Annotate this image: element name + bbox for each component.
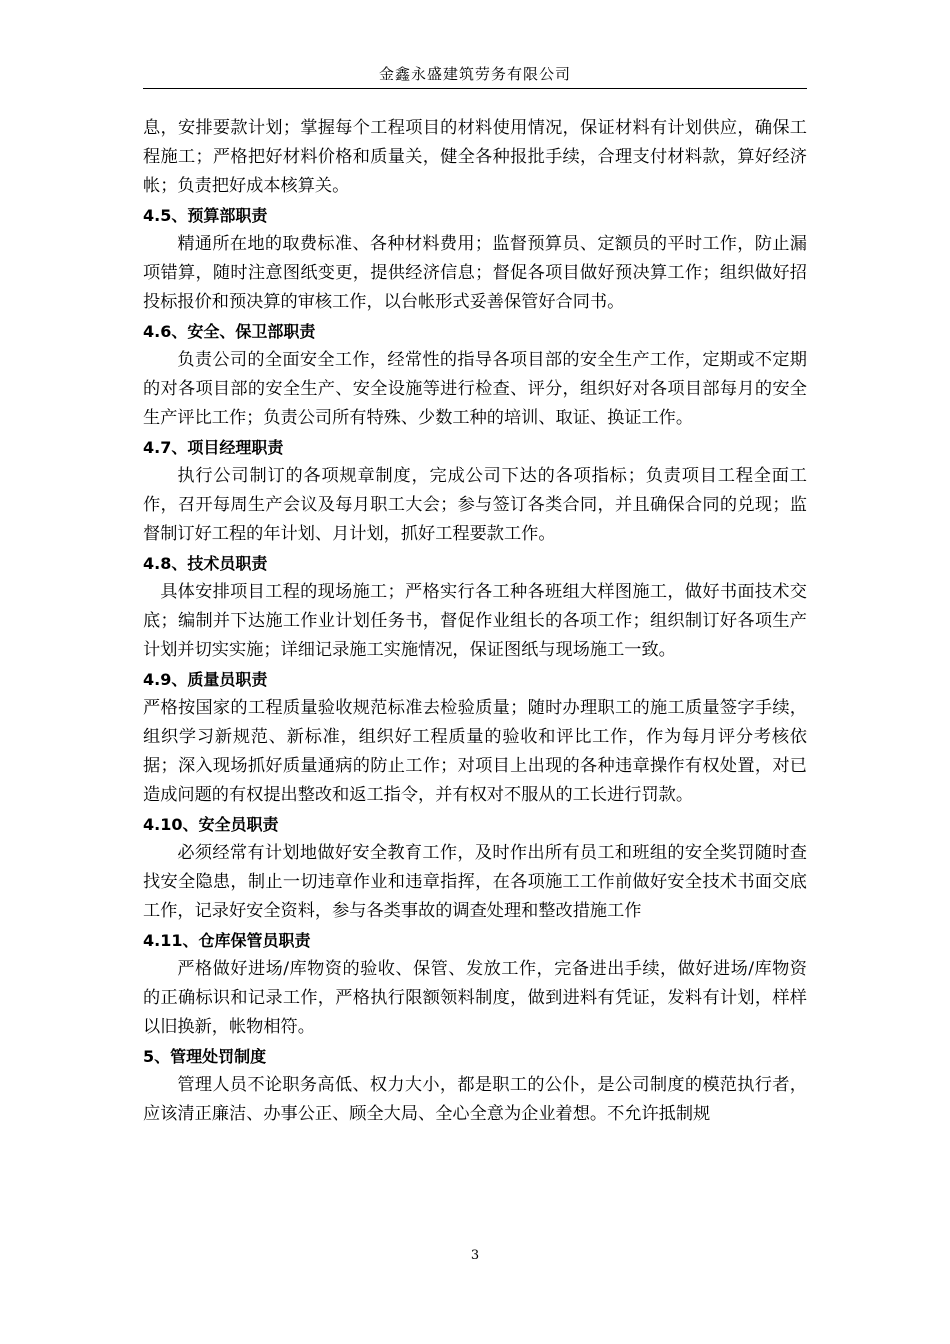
section-paragraph-4-7: 执行公司制订的各项规章制度，完成公司下达的各项指标；负责项目工程全面工作，召开每周生产会议及每月职工大会；参与签订各类合同，并且确保合同的兑现；监督制订好工程的年计划、月计划，抓好工程要款工作。 [143, 466, 807, 544]
section-paragraph-5: 管理人员不论职务高低、权力大小，都是职工的公仆，是公司制度的模范执行者，应该清正廉洁、办事公正、顾全大局、全心全意为企业着想。不允许抵制规 [143, 1075, 807, 1124]
section-heading-5: 5、管理处罚制度 [143, 1047, 267, 1066]
section-heading-4-11: 4.11、仓库保管员职责 [143, 931, 311, 950]
section-paragraph-4-8: 具体安排项目工程的现场施工；严格实行各工种各班组大样图施工，做好书面技术交底；编制并下达施工作业计划任务书，督促作业组长的各项工作；组织制订好各项生产计划并切实实施；详细记录施工实施情况，保证图纸与现场施工一致。 [143, 582, 807, 660]
header-rule [143, 88, 807, 89]
paragraph-continuation: 息，安排要款计划；掌握每个工程项目的材料使用情况，保证材料有计划供应，确保工程施工；严格把好材料价格和质量关，健全各种报批手续，合理支付材料款，算好经济帐；负责把好成本核算关。 [143, 118, 807, 196]
section-heading-4-10: 4.10、安全员职责 [143, 815, 279, 834]
section-paragraph-4-9: 严格按国家的工程质量验收规范标准去检验质量；随时办理职工的施工质量签字手续，组织学习新规范、新标准，组织好工程质量的验收和评比工作，作为每月评分考核依据；深入现场抓好质量通病的防止工作；对项目上出现的各种违章操作有权处置，对已造成问题的有权提出整改和返工指令，并有权对不服从的工长进行罚款。 [143, 698, 807, 805]
section-heading-4-7: 4.7、项目经理职责 [143, 438, 284, 457]
section-heading-4-8: 4.8、技术员职责 [143, 554, 268, 573]
page-number: 3 [470, 1248, 480, 1263]
section-paragraph-4-10: 必须经常有计划地做好安全教育工作，及时作出所有员工和班组的安全奖罚随时查找安全隐患，制止一切违章作业和违章指挥，在各项施工工作前做好安全技术书面交底工作，记录好安全资料，参与各类事故的调查处理和整改措施工作 [143, 843, 807, 921]
document-body [143, 114, 807, 1129]
section-paragraph-4-5: 精通所在地的取费标准、各种材料费用；监督预算员、定额员的平时工作，防止漏项错算，随时注意图纸变更，提供经济信息；督促各项目做好预决算工作；组织做好招投标报价和预决算的审核工作，以台帐形式妥善保管好合同书。 [143, 234, 807, 312]
section-paragraph-4-11: 严格做好进场/库物资的验收、保管、发放工作，完备进出手续，做好进场/库物资的正确标识和记录工作，严格执行限额领料制度，做到进料有凭证，发料有计划，样样以旧换新，帐物相符。 [143, 959, 807, 1037]
section-paragraph-4-6: 负责公司的全面安全工作，经常性的指导各项目部的安全生产工作，定期或不定期的对各项目部的安全生产、安全设施等进行检查、评分，组织好对各项目部每月的安全生产评比工作；负责公司所有特殊、少数工种的培训、取证、换证工作。 [143, 350, 807, 428]
section-heading-4-6: 4.6、安全、保卫部职责 [143, 322, 316, 341]
section-heading-4-5: 4.5、预算部职责 [143, 206, 268, 225]
running-header: 金鑫永盛建筑劳务有限公司 [378, 65, 571, 83]
section-heading-4-9: 4.9、质量员职责 [143, 670, 268, 689]
